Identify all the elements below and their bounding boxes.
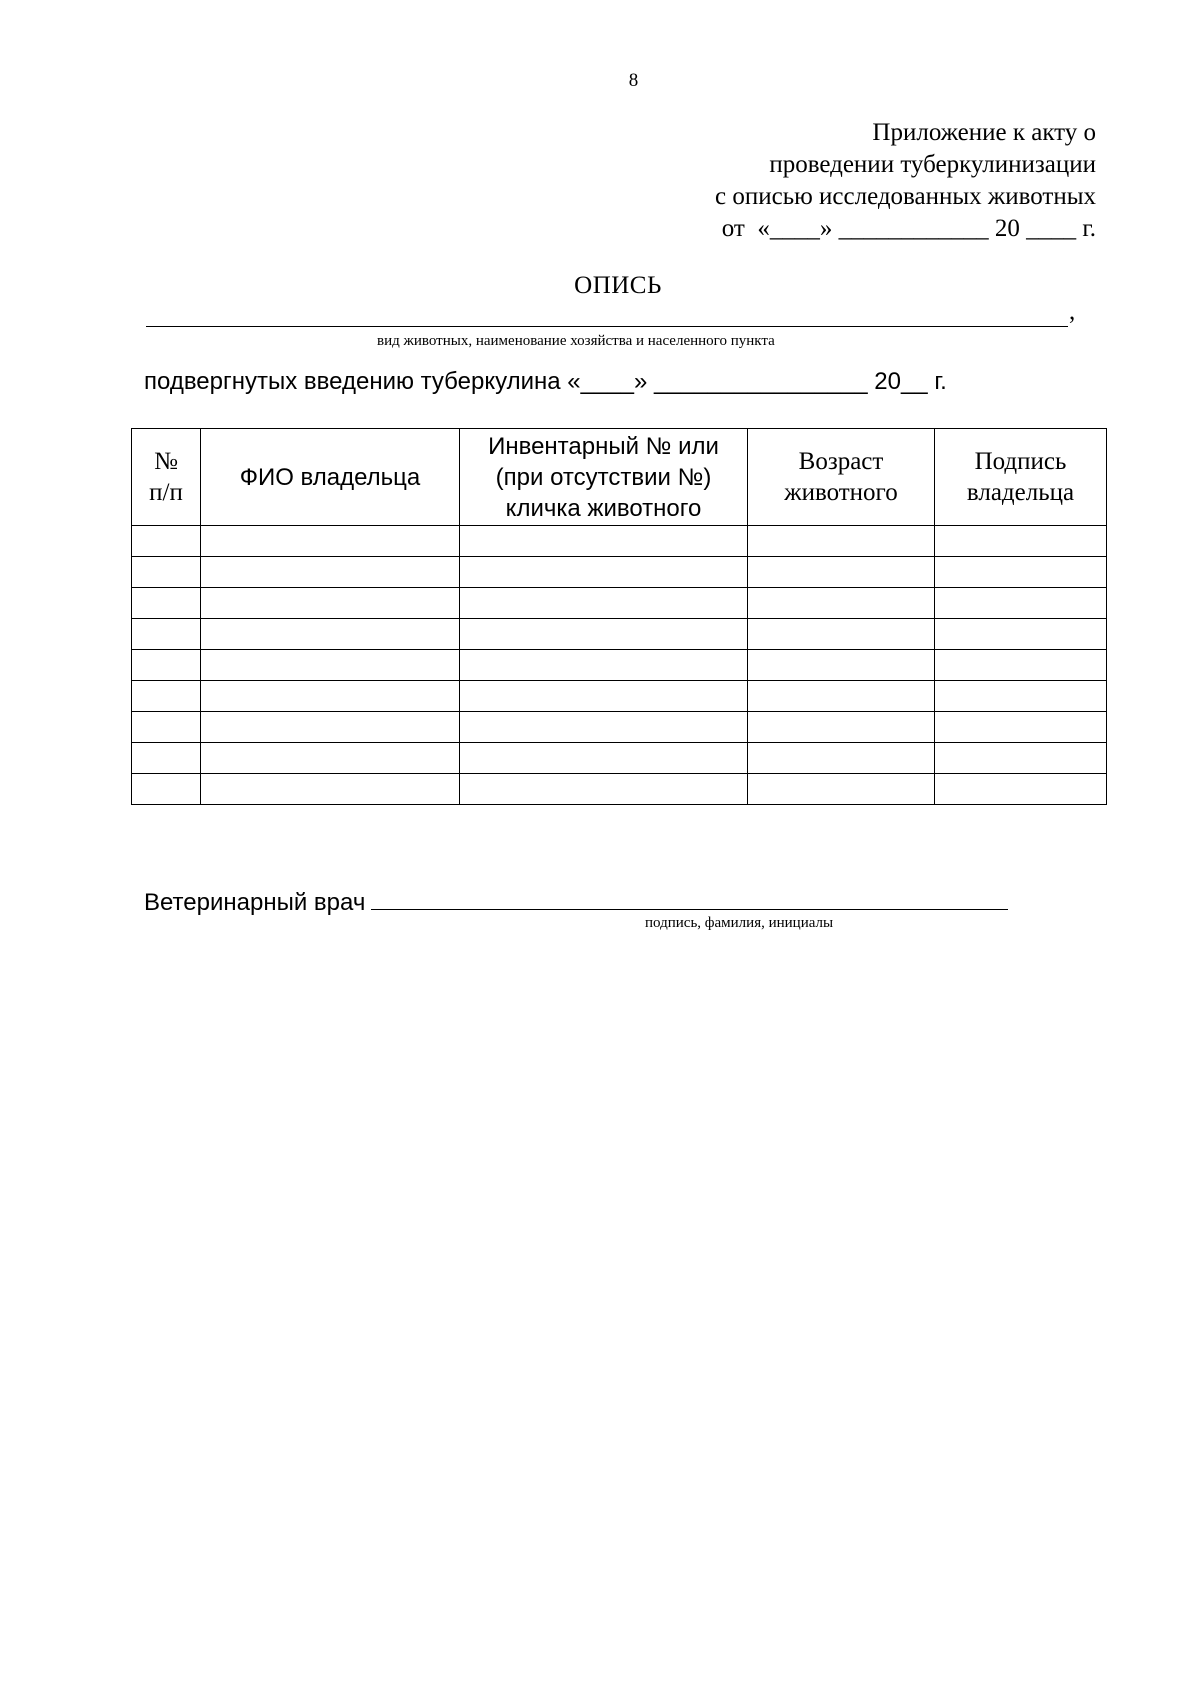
table-row <box>132 774 1107 805</box>
header-owner: ФИО владельца <box>201 429 460 526</box>
table-cell <box>201 774 460 805</box>
table-cell <box>132 681 201 712</box>
page-number: 8 <box>628 70 639 91</box>
veterinarian-label: Ветеринарный врач <box>144 889 366 916</box>
species-caption: вид животных, наименование хозяйства и населенного пункта <box>377 333 775 349</box>
table-cell <box>201 650 460 681</box>
table-row <box>132 650 1107 681</box>
species-line <box>146 296 1081 330</box>
table-row <box>132 557 1107 588</box>
table-cell <box>132 712 201 743</box>
header-num: № п/п <box>132 429 201 526</box>
appendix-line-1: Приложение к акту о <box>872 119 1096 146</box>
table-cell <box>935 526 1107 557</box>
table-row <box>132 743 1107 774</box>
veterinarian-signature-underline <box>371 887 1008 910</box>
appendix-line-2: проведении туберкулинизации <box>769 151 1096 178</box>
table-row <box>132 619 1107 650</box>
table-cell <box>460 557 748 588</box>
table-cell <box>132 650 201 681</box>
table-cell <box>748 650 935 681</box>
table-cell <box>748 526 935 557</box>
table-cell <box>460 588 748 619</box>
table-cell <box>132 588 201 619</box>
subject-line: подвергнутых введению туберкулина «____» ________________ 20__ г. <box>144 368 947 395</box>
header-inventory: Инвентарный № или (при отсутствии №) кличка животного <box>460 429 748 526</box>
table-cell <box>748 681 935 712</box>
table-cell <box>132 557 201 588</box>
table-cell <box>460 774 748 805</box>
table-cell <box>748 712 935 743</box>
table-cell <box>748 743 935 774</box>
table-cell <box>201 681 460 712</box>
veterinarian-caption: подпись, фамилия, инициалы <box>645 915 834 931</box>
table-cell <box>132 619 201 650</box>
table-cell <box>460 650 748 681</box>
table-cell <box>132 526 201 557</box>
species-underline <box>146 326 1068 327</box>
veterinarian-line <box>144 887 1008 917</box>
table-cell <box>935 619 1107 650</box>
table-cell <box>132 774 201 805</box>
table-row <box>132 681 1107 712</box>
appendix-note <box>715 117 1096 245</box>
table-cell <box>201 712 460 743</box>
table-cell <box>460 681 748 712</box>
table-cell <box>460 526 748 557</box>
table-cell <box>201 619 460 650</box>
table-row <box>132 712 1107 743</box>
table-cell <box>748 588 935 619</box>
table-cell <box>201 588 460 619</box>
table-cell <box>935 712 1107 743</box>
table-cell <box>201 526 460 557</box>
table-cell <box>935 743 1107 774</box>
table-cell <box>132 743 201 774</box>
table-cell <box>935 650 1107 681</box>
table-row <box>132 588 1107 619</box>
table-header-row <box>132 429 1107 526</box>
table-cell <box>201 743 460 774</box>
table-cell <box>748 774 935 805</box>
table-body <box>132 526 1107 805</box>
table-cell <box>935 681 1107 712</box>
inventory-table <box>131 428 1107 805</box>
table-cell <box>748 557 935 588</box>
table-cell <box>935 588 1107 619</box>
table-row <box>132 526 1107 557</box>
table-cell <box>748 619 935 650</box>
table-cell <box>201 557 460 588</box>
table-cell <box>935 774 1107 805</box>
header-age: Возраст животного <box>748 429 935 526</box>
appendix-line-4: от «____» ____________ 20 ____ г. <box>721 215 1096 242</box>
species-comma: , <box>1069 298 1076 325</box>
table-cell <box>460 619 748 650</box>
table-cell <box>460 712 748 743</box>
appendix-line-3: с описью исследованных животных <box>715 183 1096 210</box>
table-cell <box>460 743 748 774</box>
header-signature: Подпись владельца <box>935 429 1107 526</box>
document-title: ОПИСЬ <box>574 272 662 299</box>
table-cell <box>935 557 1107 588</box>
